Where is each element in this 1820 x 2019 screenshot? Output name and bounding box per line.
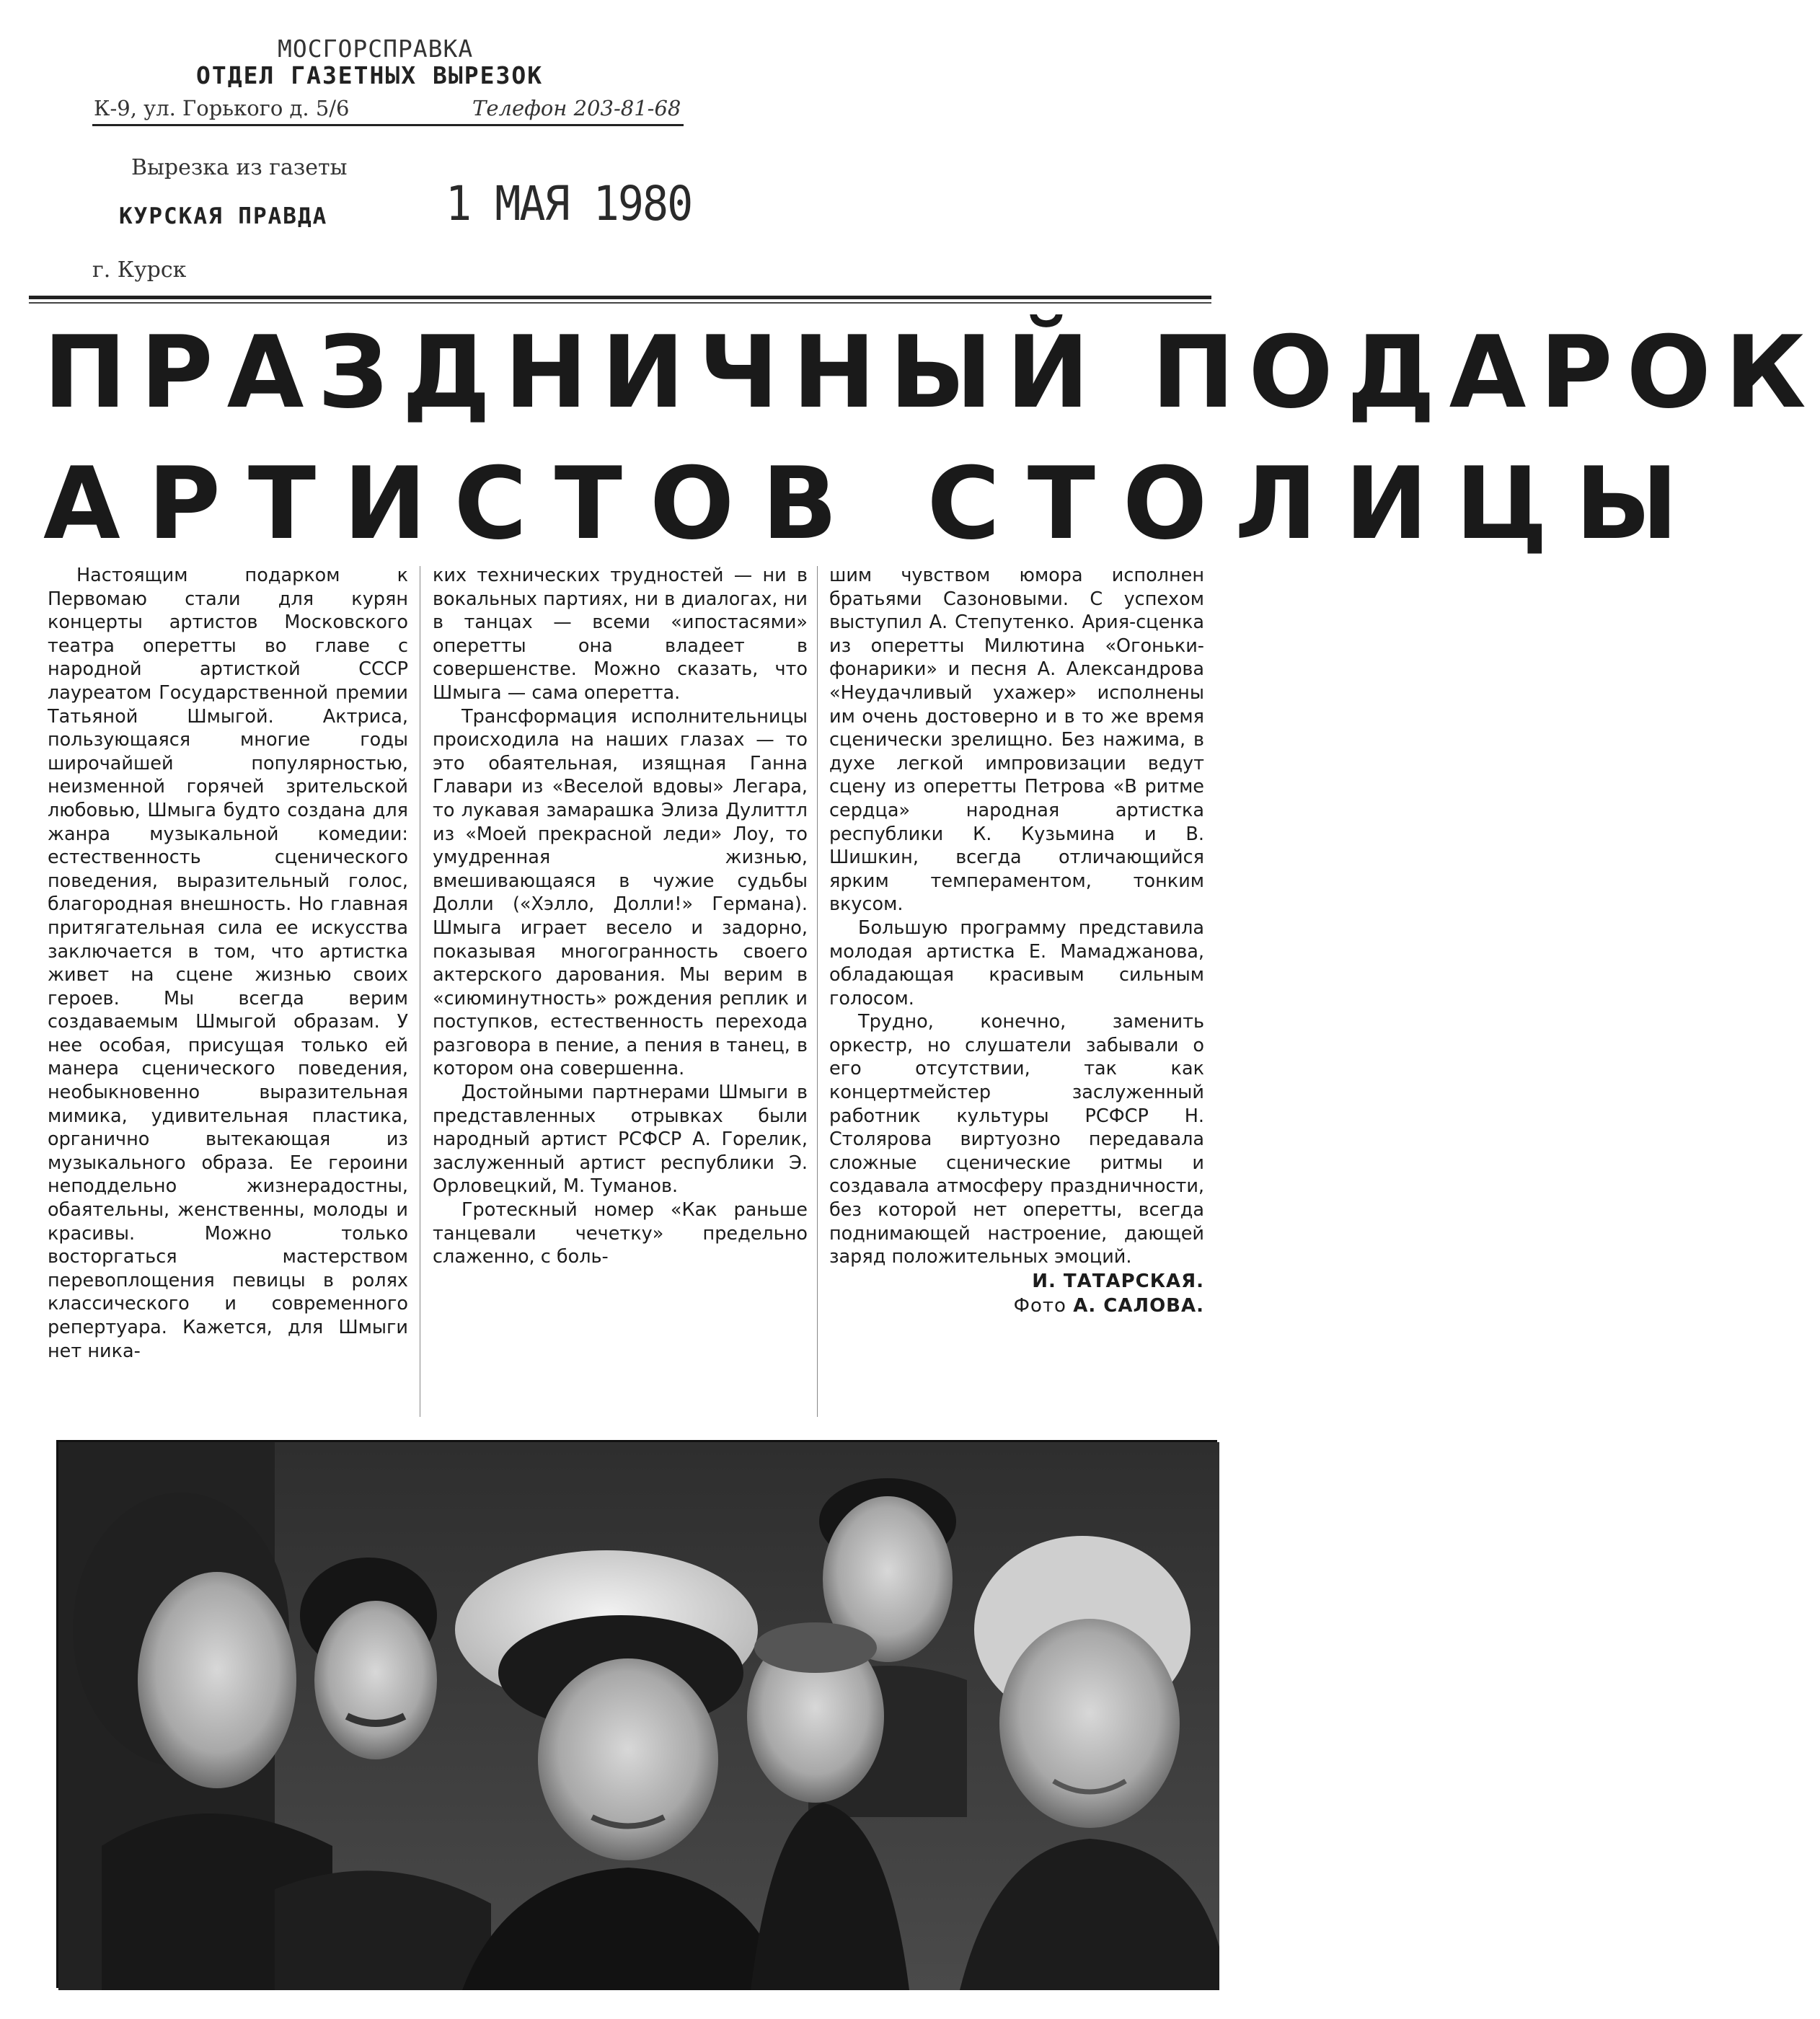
clipping-label: Вырезка из газеты: [131, 155, 348, 180]
paragraph: Трудно, конечно, заменить оркестр, но слушатели забывали о его отсутствии, так как концертмейстер заслуженный работник культуры РСФСР Н. Столярова виртуозно передавала сложные сценические ритмы и создавала атмосферу праздничности, без которой нет оперетты, всегда поднимающей настроение, дающей заряд положительных эмоций.: [829, 1011, 1204, 1268]
photographer-name: А. САЛОВА.: [1073, 1294, 1204, 1317]
headline-line-1: ПРАЗДНИЧНЫЙ ПОДАРОК: [43, 314, 1820, 430]
column-divider: [817, 566, 818, 1417]
group-photo-illustration: [58, 1442, 1219, 1990]
group-photo: [56, 1440, 1217, 1988]
article-column-3: [829, 564, 1204, 1318]
department-name: ОТДЕЛ ГАЗЕТНЫХ ВЫРЕЗОК: [196, 61, 544, 89]
paragraph: шим чувством юмора исполнен братьями Сазоновыми. С успехом выступил А. Степутенко. Ария-сценка из оперетты Милютина «Огоньки-фонарики» и песня А. Александрова «Неудачливый ухажер» исполнены им очень достоверно и в то же время сценически зрелищно. Без нажима, в духе легкой импровизации ведут сцену из оперетты Петрова «В ритме сердца» народная артистка республики К. Кузьмина и В. Шишкин, всегда отличающийся ярким темпераментом, тонким вкусом.: [829, 565, 1204, 916]
bureau-phone: Телефон 203-81-68: [472, 96, 681, 120]
headline-rule-thin: [29, 302, 1211, 304]
bureau-name: МОСГОРСПРАВКА: [278, 35, 474, 63]
paragraph: Достойными партнерами Шмыги в представленных отрывках были народный артист РСФСР А. Горелик, заслуженный артист республики Э. Орловецкий, М. Туманов.: [433, 1082, 808, 1198]
paragraph: ких технических трудностей — ни в вокальных партиях, ни в диалогах, ни в танцах — всеми «ипостасями» оперетты она владеет в совершенстве. Можно сказать, что Шмыга — сама оперетта.: [433, 565, 808, 704]
headline-line-2: АРТИСТОВ СТОЛИЦЫ: [43, 446, 1706, 562]
photo-credit-prefix: Фото: [1013, 1294, 1066, 1317]
paragraph: Гротескный номер «Как раньше танцевали чечетку» предельно слаженно, с боль-: [433, 1199, 808, 1268]
article-column-2: [433, 564, 808, 1269]
article-column-1: [48, 564, 408, 1363]
newspaper-name: КУРСКАЯ ПРАВДА: [119, 203, 328, 229]
photo-credit: [829, 1294, 1204, 1318]
paragraph: Большую программу представила молодая артистка Е. Мамаджанова, обладающая красивым сильным голосом.: [829, 916, 1204, 1010]
header-divider: [92, 124, 684, 126]
bureau-address: К-9, ул. Горького д. 5/6: [94, 96, 350, 120]
headline-rule-thick: [29, 296, 1211, 299]
paragraph: Трансформация исполнительницы происходила на наших глазах — то это обаятельная, изящная Ганна Главари из «Веселой вдовы» Легара, то лукавая замарашка Элиза Дулиттл из «Моей прекрасной леди» Лоу, то умудренная жизнью, вмешивающаяся в чужие судьбы Долли («Хэлло, Долли!» Германа). Шмыга играет весело и задорно, показывая многогранность своего актерского дарования. Мы верим в «сиюминутность» рождения реплик и поступков, естественность перехода разговора в пение, а пения в танец, в котором она совершенна.: [433, 705, 808, 1080]
article-author: И. ТАТАРСКАЯ.: [1032, 1270, 1204, 1292]
paragraph: Настоящим подарком к Первомаю стали для курян концерты артистов Московского театра оперетты во главе с народной артисткой СССР лауреатом Государственной премии Татьяной Шмыгой. Актриса, пользующаяся многие годы широчайшей популярностью, неизменной горячей зрительской любовью, Шмыга будто создана для жанра музыкальной комедии: естественность сценического поведения, выразительный голос, благородная внешность. Но главная притягательная сила ее искусства заключается в том, что артистка живет на сцене жизнью своих героев. Мы всегда верим создаваемым Шмыгой образам. У нее особая, присущая только ей манера сценического поведения, необыкновенно выразительная мимика, удивительная пластика, органично вытекающая из музыкального образа. Ее героини неподдельно жизнерадостны, обаятельны, женственны, молоды и красивы. Можно только восторгаться мастерством перевоплощения певицы в ролях классического и современного репертуара. Кажется, для Шмыги нет ника-: [48, 565, 408, 1362]
clipping-date-stamp: 1 МАЯ 1980: [446, 176, 692, 232]
newspaper-city: г. Курск: [92, 257, 187, 283]
